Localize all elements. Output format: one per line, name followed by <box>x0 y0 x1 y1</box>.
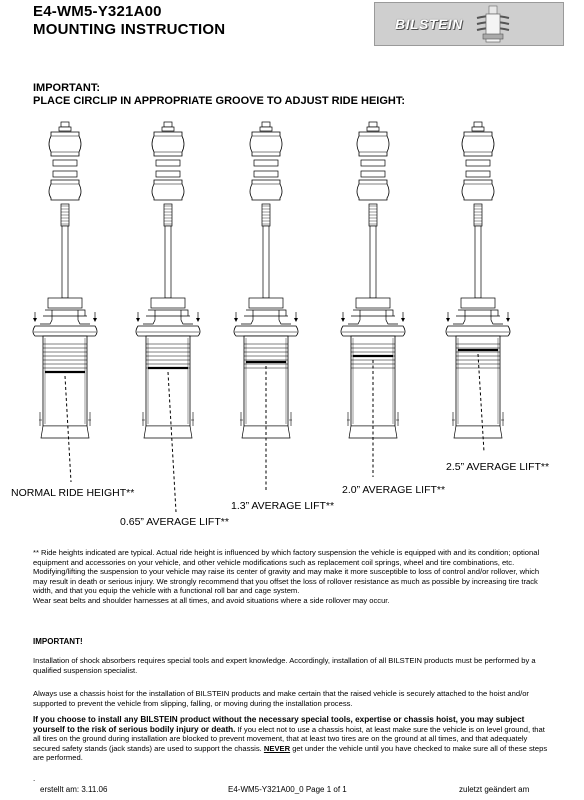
ride-height-notes <box>33 548 553 606</box>
shock-lift-20 <box>341 122 405 477</box>
note-seat-belts: Wear seat belts and shoulder harnesses at all times, and avoid situations where a side rollover may occur. <box>33 595 390 605</box>
shock-normal-ride-height <box>33 122 97 482</box>
shock-lift-065 <box>136 122 200 512</box>
warning-text: If you elect not to use a chassis hoist, at least make sure the vehicle is on level ground, that all tires on the ground during installation are blocked to prevent movement, that at least two tires are on the ground at all times, and that adequately secured safety stands (jack stands) are used to support the chassis. <box>33 724 545 753</box>
install-note-1: Installation of shock absorbers requires special tools and expert knowledge. Accordingly, installation of all BILSTEIN products must be performed by a qualified suspension specialist. <box>33 656 536 675</box>
footer-created: erstellt am: 3.11.06 <box>40 785 108 794</box>
logo-text: BILSTEIN <box>395 16 463 32</box>
shock-absorber-logo-icon <box>459 4 559 44</box>
document-subtitle: MOUNTING INSTRUCTION <box>33 21 226 38</box>
important-heading-2: IMPORTANT! <box>33 637 83 646</box>
bilstein-logo <box>374 2 564 46</box>
footer-changed: zuletzt geändert am <box>459 785 530 794</box>
warning-block <box>33 715 553 763</box>
label-lift-25: 2.5” AVERAGE LIFT** <box>446 461 550 473</box>
footer-mark: . <box>33 774 36 783</box>
important-instruction: PLACE CIRCLIP IN APPROPRIATE GROOVE TO ADJUST RIDE HEIGHT: <box>33 95 406 107</box>
warning-bold: If you choose to install any BILSTEIN product without the necessary special tools, expertise or chassis hoist, you may subject yourself to the risk of serious bodily injury or death. <box>33 715 525 734</box>
shock-diagram <box>0 120 584 540</box>
note-modifying: Modifying/lifting the suspension to your vehicle may raise its center of gravity and may make it more susceptible to loss of control and/or rollover, which may result in death or serious injury. We strongly recommend that you offset the loss of rollover resistance as much as possible by increasing tire track width, and that you equip the vehicle with a functional roll bar and cage system. <box>33 567 540 596</box>
label-normal-ride-height: NORMAL RIDE HEIGHT** <box>11 487 135 499</box>
note-ride-heights: ** Ride heights indicated are typical. Actual ride height is influenced by which factory suspension the vehicle is equipped with and its condition; optional equipment and accessories on your vehicle, and other vehicle modifications such as replacement coil springs, wheel and tire combinations, etc. <box>33 548 540 567</box>
never-emphasis: NEVER <box>263 743 291 753</box>
label-lift-13: 1.3” AVERAGE LIFT** <box>231 500 335 512</box>
shock-lift-25 <box>446 122 510 452</box>
important-heading: IMPORTANT: <box>33 82 101 94</box>
shock-lift-13 <box>234 122 298 492</box>
never-text: get under the vehicle until you have checked to make sure all of these steps are performed. <box>33 743 548 763</box>
install-note-2: Always use a chassis hoist for the installation of BILSTEIN products and make certain that the raised vehicle is securely attached to the hoist and/or supported to prevent the vehicle from slipping, falling, or moving during the installation process. <box>33 689 529 708</box>
document-code: E4-WM5-Y321A00 <box>33 3 162 20</box>
label-lift-20: 2.0” AVERAGE LIFT** <box>342 484 446 496</box>
label-lift-065: 0.65” AVERAGE LIFT** <box>120 516 229 528</box>
footer-page: E4-WM5-Y321A00_0 Page 1 of 1 <box>228 785 347 794</box>
